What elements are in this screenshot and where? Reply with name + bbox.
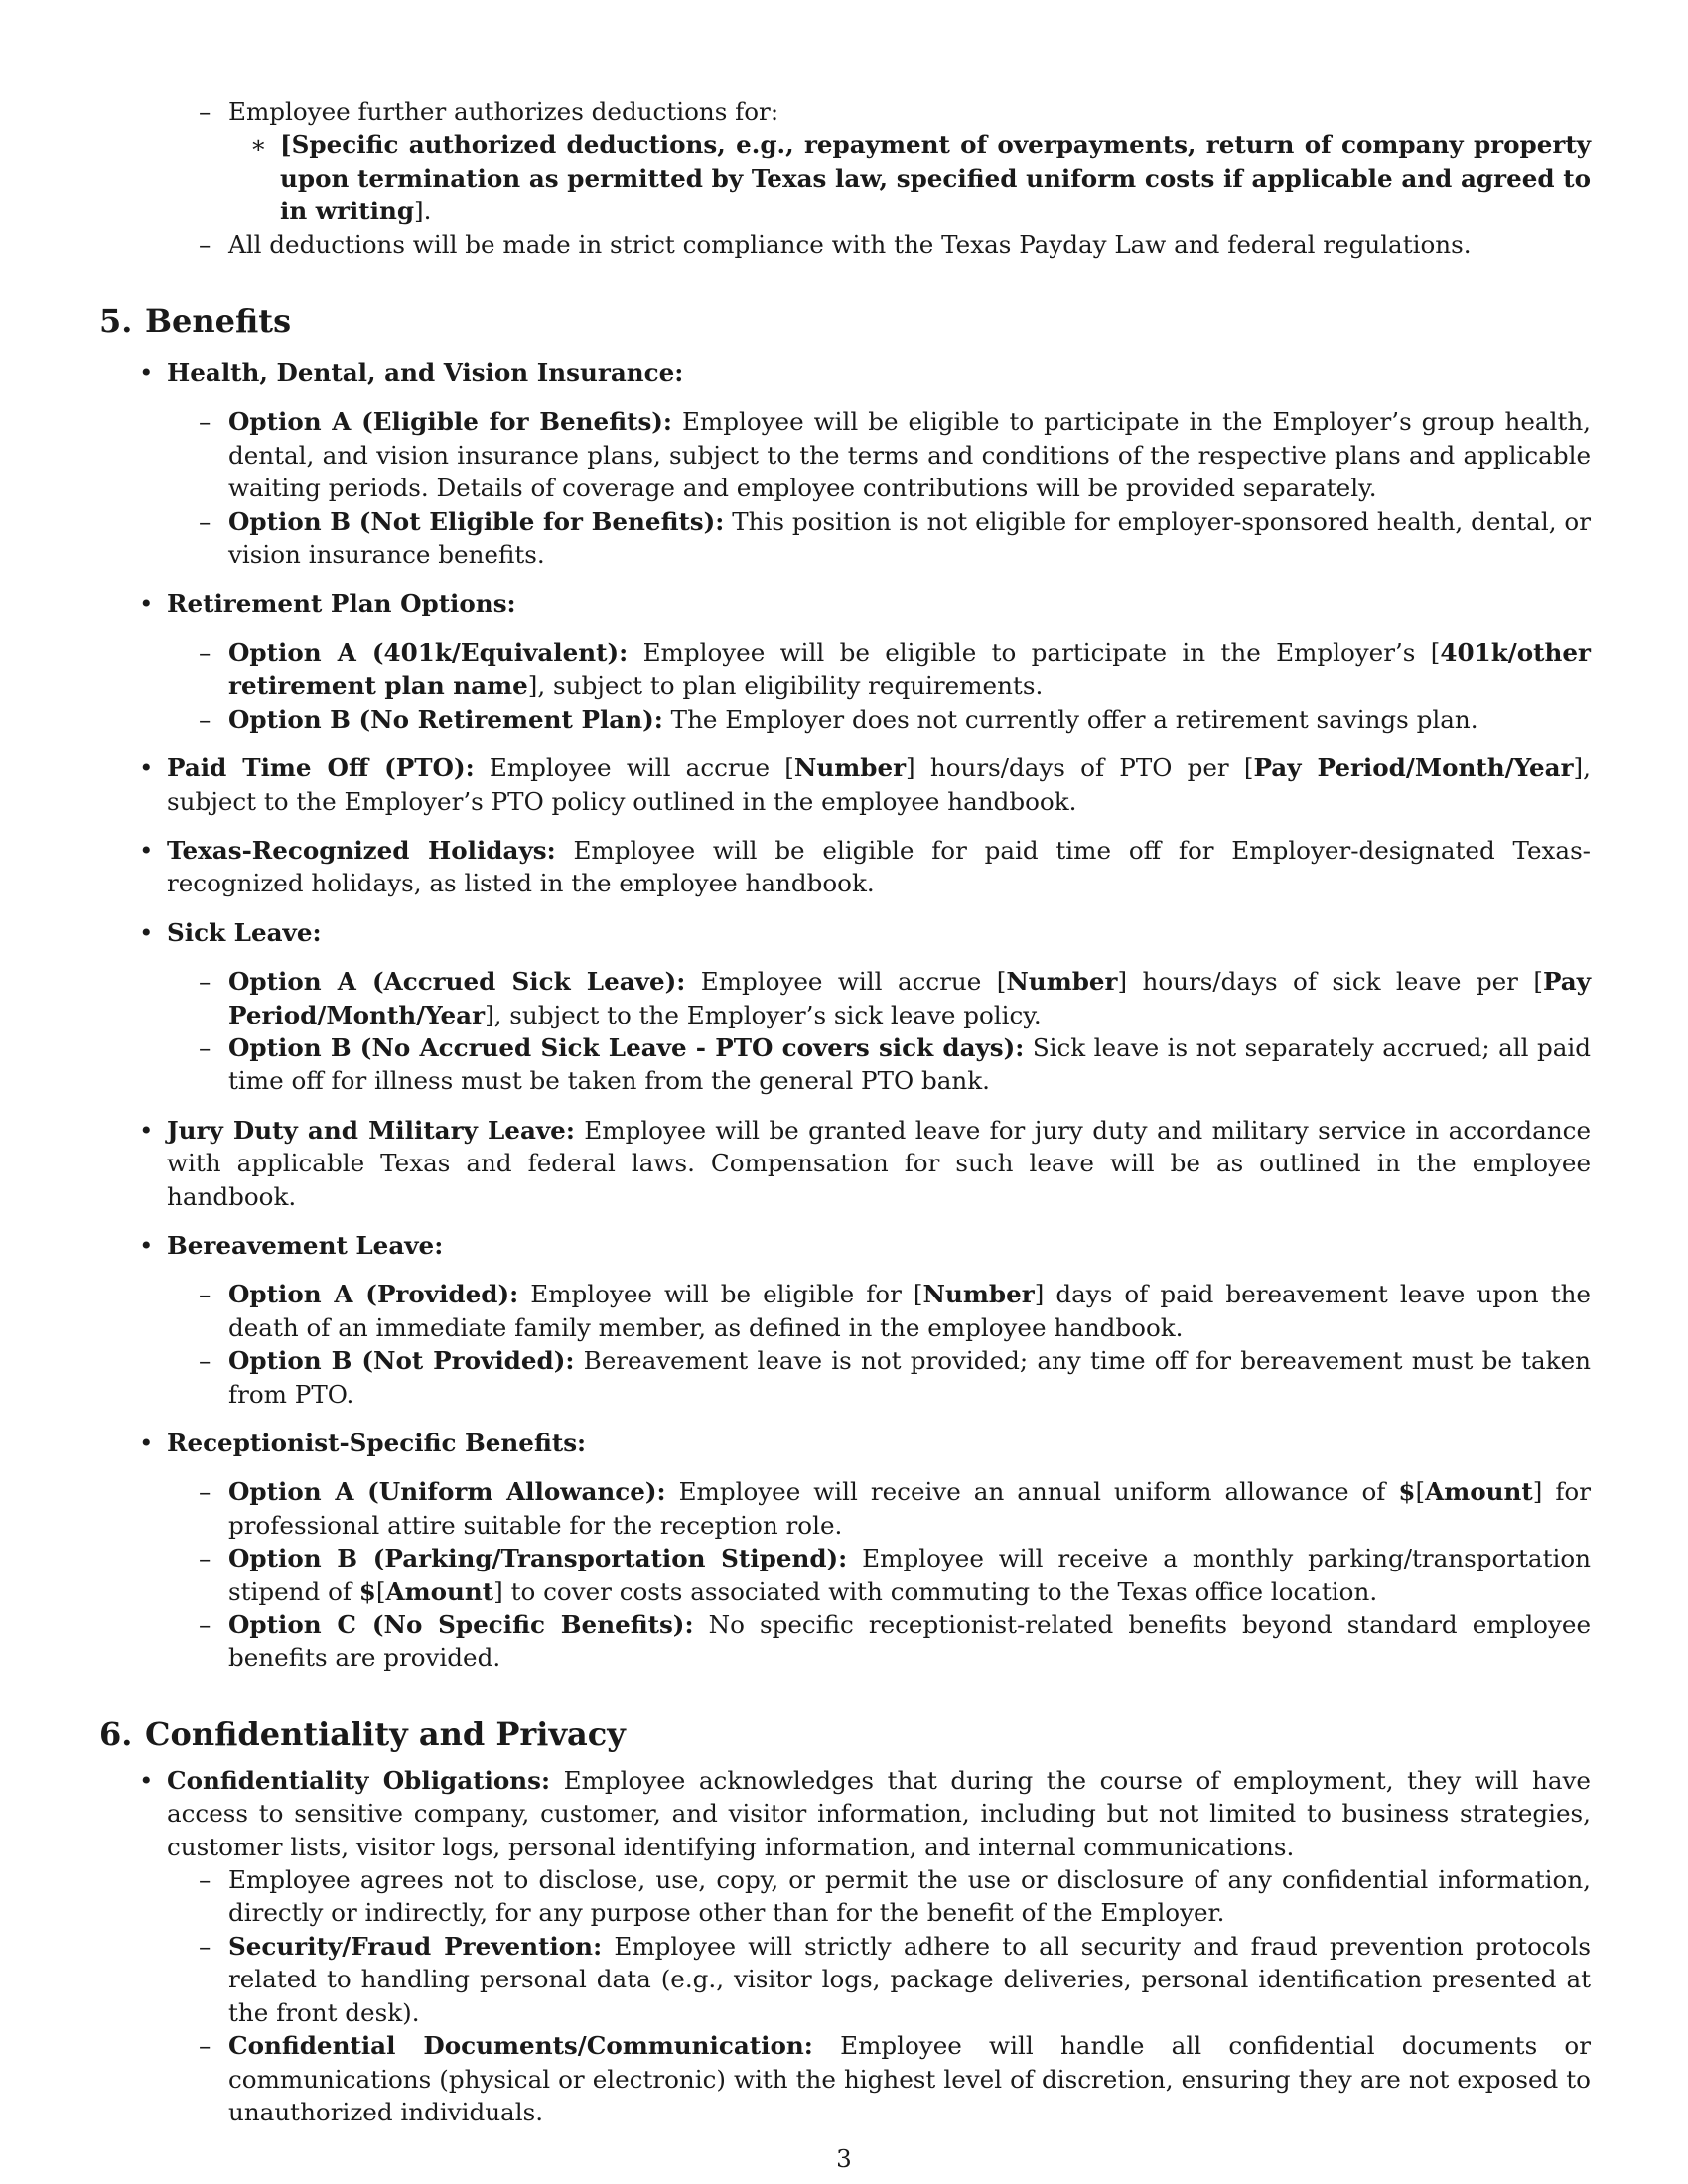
list-item-pto: • Paid Time Off (PTO): Employee will accrue [Number] hours/days of PTO per [Pay Period/Month/Year], subject to the Employer’s PTO policy outlined in the employee handbook. [167,751,1591,818]
list-item-health-option-a: – Option A (Eligible for Benefits): Employee will be eligible to participate in the Employer’s group health, dental, and vision insurance plans, subject to the terms and conditions of the respective plans and applicable waiting periods. Details of coverage and employee contributions will be provided separately. [228,405,1591,504]
list-item-sick-option-a: – Option A (Accrued Sick Leave): Employee will accrue [Number] hours/days of sick leave per [Pay Period/Month/Year], subject to the Employer’s sick leave policy. [228,965,1591,1031]
list-item-retirement-option-a: – Option A (401k/Equivalent): Employee will be eligible to participate in the Employer’s [401k/other retirement plan name], subject to plan eligibility requirements. [228,636,1591,703]
list-item-reception-option-a: – Option A (Uniform Allowance): Employee will receive an annual uniform allowance of $[Amount] for professional attire suitable for the reception role. [228,1475,1591,1542]
list-item-security-fraud: – Security/Fraud Prevention: Employee will strictly adhere to all security and fraud prevention protocols related to handling personal data (e.g., visitor logs, package deliveries, personal identification presented at the front desk). [228,1930,1591,2029]
list-item-health-option-b: – Option B (Not Eligible for Benefits): This position is not eligible for employer-sponsored health, dental, or vision insurance benefits. [228,505,1591,572]
list-item-jury-duty: • Jury Duty and Military Leave: Employee will be granted leave for jury duty and military service in accordance with applicable Texas and federal laws. Compensation for such leave will be as outlined in the employee handbook. [167,1114,1591,1213]
list-item-deductions-compliance: – All deductions will be made in strict compliance with the Texas Payday Law and federal regulations. [228,228,1591,261]
page-number: 3 [836,2144,852,2173]
list-item-retirement-option-b: – Option B (No Retirement Plan): The Employer does not currently offer a retirement savings plan. [228,703,1591,736]
list-item-reception-option-b: – Option B (Parking/Transportation Stipend): Employee will receive a monthly parking/transportation stipend of $[Amount] to cover costs associated with commuting to the Texas office location. [228,1542,1591,1608]
list-item-retirement: • Retirement Plan Options: [167,587,1591,619]
list-item-nondisclosure: – Employee agrees not to disclose, use, copy, or permit the use or disclosure of any confidential information, directly or indirectly, for any purpose other than for the benefit of the Employer. [228,1863,1591,1930]
list-item-sick-leave: • Sick Leave: [167,916,1591,949]
list-item-confidential-documents: – Confidential Documents/Communication: Employee will handle all confidential documents or communications (physical or electronic) with the highest level of discretion, ensuring they are not exposed to unauthorized individuals. [228,2029,1591,2128]
section-heading-confidentiality: 6. Confidentiality and Privacy [99,1714,626,1753]
list-item-sick-option-b: – Option B (No Accrued Sick Leave - PTO covers sick days): Sick leave is not separately accrued; all paid time off for illness must be taken from the general PTO bank. [228,1031,1591,1098]
section-heading-benefits: 5. Benefits [99,302,292,341]
list-item-bereavement: • Bereavement Leave: [167,1229,1591,1262]
list-item-authorizes-deductions: – Employee further authorizes deductions for: [228,95,1591,128]
list-item-specific-deductions: ∗ [Specific authorized deductions, e.g., repayment of overpayments, return of company property upon termination as permitted by Texas law, specified uniform costs if applicable and agreed to in writing]. [280,128,1591,227]
list-item-holidays: • Texas-Recognized Holidays: Employee will be eligible for paid time off for Employer-designated Texas-recognized holidays, as listed in the employee handbook. [167,834,1591,900]
list-item-bereavement-option-a: – Option A (Provided): Employee will be eligible for [Number] days of paid bereavement leave upon the death of an immediate family member, as defined in the employee handbook. [228,1278,1591,1344]
list-item-bereavement-option-b: – Option B (Not Provided): Bereavement leave is not provided; any time off for bereavement must be taken from PTO. [228,1344,1591,1411]
list-item-confidentiality-obligations: • Confidentiality Obligations: Employee acknowledges that during the course of employment, they will have access to sensitive company, customer, and visitor information, including but not limited to business strategies, customer lists, visitor logs, personal identifying information, and internal communications. [167,1764,1591,1863]
list-item-receptionist-benefits: • Receptionist-Specific Benefits: [167,1427,1591,1459]
list-item-reception-option-c: – Option C (No Specific Benefits): No specific receptionist-related benefits beyond standard employee benefits are provided. [228,1608,1591,1675]
document-page [99,95,1591,2128]
list-item-health-insurance: • Health, Dental, and Vision Insurance: [167,356,1591,389]
